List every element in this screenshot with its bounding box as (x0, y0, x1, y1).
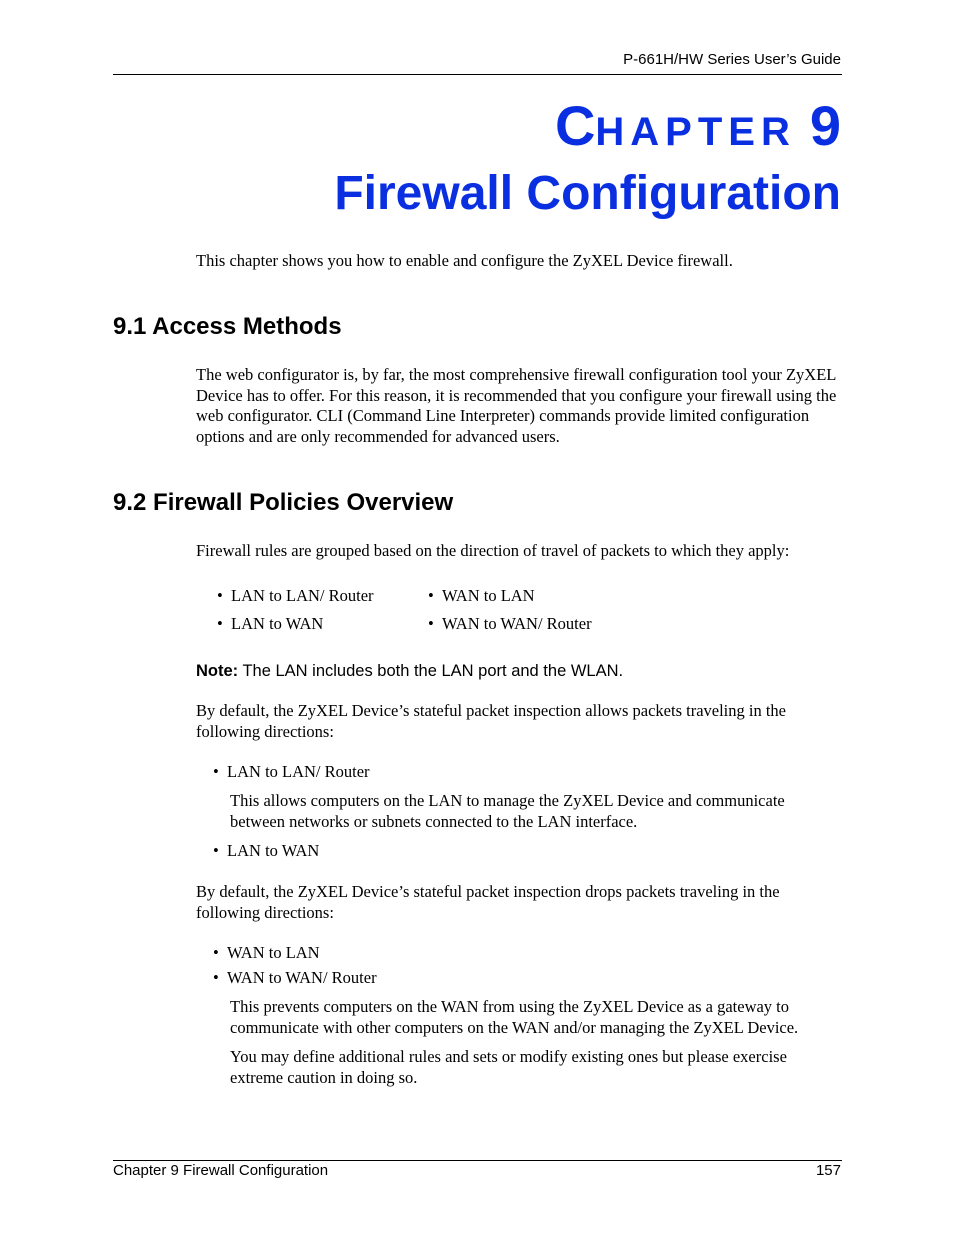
chapter-number: 9 (809, 94, 841, 157)
allow-item: • LAN to WAN (213, 841, 320, 860)
direction-item: • WAN to LAN (428, 586, 535, 605)
note-text: The LAN includes both the LAN port and the WLAN. (238, 662, 624, 680)
chapter-label (554, 94, 841, 157)
section-heading-firewall-policies: 9.2 Firewall Policies Overview (113, 489, 454, 516)
drop-item: • WAN to LAN (213, 943, 320, 962)
chapter-title: Firewall Configuration (334, 167, 841, 220)
direction-item: • WAN to WAN/ Router (428, 614, 592, 633)
page-number: 157 (815, 1162, 841, 1179)
drop-item: • WAN to WAN/ Router (213, 968, 377, 987)
allow-description: This allows computers on the LAN to manage the ZyXEL Device and communicate between networks or subnets connected to the LAN interface. (230, 791, 785, 831)
footer-chapter-title: Chapter 9 Firewall Configuration (113, 1162, 329, 1179)
note-label: Note: (196, 662, 239, 680)
allow-item: • LAN to LAN/ Router (213, 762, 370, 781)
footer-rule (113, 1160, 842, 1161)
chapter-label-initial: C (554, 94, 596, 157)
drop-description: This prevents computers on the WAN from using the ZyXEL Device as a gateway to communicate with other computers on the WAN and/or managing the ZyXEL Device. (230, 997, 799, 1037)
note (196, 661, 842, 682)
default-drop-paragraph: By default, the ZyXEL Device’s stateful packet inspection drops packets traveling in the following directions: (196, 882, 780, 922)
default-allow-paragraph: By default, the ZyXEL Device’s stateful packet inspection allows packets traveling in the following directions: (196, 701, 786, 741)
caution-paragraph: You may define additional rules and sets or modify existing ones but please exercise extreme caution in doing so. (230, 1047, 787, 1087)
direction-item: • LAN to WAN (217, 614, 324, 633)
access-methods-paragraph: The web configurator is, by far, the most comprehensive firewall configuration tool your ZyXEL Device has to offer. For this reason, it is recommended that you configure your firewall using the web configurator. CLI (Command Line Interpreter) commands provide limited configuration options and are only recommended for advanced users. (196, 365, 837, 446)
header-rule (113, 74, 842, 75)
section-heading-access-methods: 9.1 Access Methods (113, 313, 342, 340)
direction-item: • LAN to LAN/ Router (217, 586, 374, 605)
running-header: P-661H/HW Series User’s Guide (623, 51, 841, 68)
chapter-label-rest: HAPTER (595, 110, 796, 154)
policies-paragraph: Firewall rules are grouped based on the direction of travel of packets to which they apply: (196, 541, 790, 560)
intro-paragraph: This chapter shows you how to enable and configure the ZyXEL Device firewall. (196, 251, 733, 270)
